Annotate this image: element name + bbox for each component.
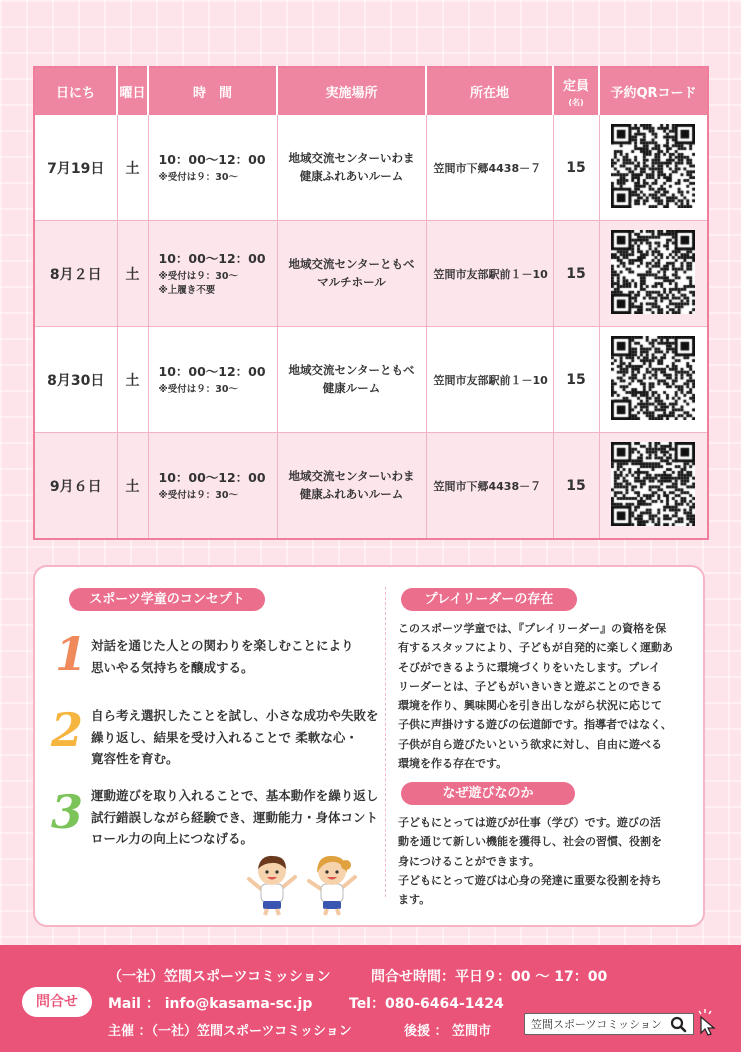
paragraph-line: ます。	[398, 893, 431, 906]
row-capacity: 15	[553, 221, 599, 327]
row-venue-line1: 地域交流センターともべ	[288, 256, 415, 271]
row-time: 10：00〜12：00	[158, 151, 266, 167]
header-address: 所在地	[426, 67, 553, 115]
boy-figure	[249, 856, 295, 915]
row-note: ※受付は９：30〜	[158, 270, 238, 282]
paragraph-line: 動を通じて新しい機能を獲得し、社会の習慣、役割を	[398, 835, 662, 849]
row-time-cell	[148, 221, 277, 327]
row-venue-line2: 健康ふれあいルーム	[299, 486, 404, 501]
row-venue	[277, 433, 426, 540]
schedule-table	[33, 66, 709, 540]
paragraph-line: 子どもにとって遊びは心身の発達に重要な役割を持ち	[398, 873, 662, 887]
row-dow: 土	[117, 433, 148, 540]
header-capacity	[553, 67, 599, 115]
contact-badge: 問合せ	[22, 987, 92, 1017]
concept-line: ロール力の向上につなげる。	[91, 831, 254, 846]
cursor-click-icon	[695, 1007, 719, 1037]
header-qr: 予約QRコード	[599, 67, 708, 115]
row-venue-line2: マルチホール	[317, 274, 386, 289]
concept-item-2	[91, 705, 391, 770]
search-input[interactable]: 笠間スポーツコミッション	[524, 1013, 692, 1035]
play-leader-text	[398, 619, 693, 773]
footer-hours: 問合せ時間：平日９：00 〜 17：00	[371, 969, 608, 985]
row-qr-cell	[599, 433, 708, 540]
table-row	[34, 327, 708, 433]
children-illustration	[243, 851, 363, 917]
concept-line: 寛容性を育む。	[91, 751, 179, 766]
row-note: ※上履き不要	[158, 285, 216, 296]
paragraph-line: 子どもにとっては遊びが仕事（学び）です。遊びの活	[398, 816, 661, 829]
row-address: 笠間市友部駅前１－10	[426, 221, 553, 327]
paragraph-line: 有するスタッフにより、子どもが自発的に楽しく運動あ	[398, 641, 673, 655]
qr-code[interactable]	[611, 442, 695, 526]
header-capacity-label: 定員	[562, 79, 589, 94]
row-venue-line1: 地域交流センターいわま	[288, 468, 415, 483]
qr-code[interactable]	[611, 336, 695, 420]
row-dow: 土	[117, 327, 148, 433]
header-date: 日にち	[34, 67, 117, 115]
row-time-cell	[148, 433, 277, 540]
concept-line: 繰り返し、結果を受け入れることで 柔軟な心・	[91, 729, 358, 745]
row-time-cell	[148, 115, 277, 221]
concept-title: スポーツ学童のコンセプト	[69, 588, 265, 611]
row-address: 笠間市下郷4438－７	[426, 433, 553, 540]
row-time-cell	[148, 327, 277, 433]
row-time: 10：00〜12：00	[158, 469, 266, 485]
search-button[interactable]	[668, 1013, 694, 1035]
row-venue-line2: 健康ふれあいルーム	[299, 168, 404, 183]
row-capacity: 15	[553, 327, 599, 433]
concept-number-3: 3	[51, 785, 84, 839]
paragraph-line: リーダーとは、子どもがいきいきと遊ぶことのできる	[398, 679, 662, 693]
row-address: 笠間市下郷4438－７	[426, 115, 553, 221]
concept-line: 運動遊びを取り入れることで、基本動作を繰り返し	[91, 788, 379, 803]
header-capacity-unit: (名)	[568, 98, 584, 107]
search-icon	[668, 1014, 692, 1034]
concept-number-2: 2	[51, 703, 84, 757]
row-date: 8月２日	[34, 221, 117, 327]
paragraph-line: 子供が自ら遊びたいという欲求に対し、自由に遊べる	[398, 737, 662, 751]
paragraph-line: このスポーツ学童では、『プレイリーダー』の資格を保	[398, 622, 667, 635]
table-row	[34, 221, 708, 327]
row-capacity: 15	[553, 433, 599, 540]
table-row	[34, 433, 708, 540]
header-time: 時 間	[148, 67, 277, 115]
header-dow: 曜日	[117, 67, 148, 115]
row-time: 10：00〜12：00	[158, 363, 266, 379]
concept-line: 思いやる気持ちを醸成する。	[91, 659, 254, 675]
row-venue	[277, 327, 426, 433]
paragraph-line: そびができるように環境づくりをいたします。プレイ	[398, 660, 661, 674]
row-note: ※受付は９：30〜	[158, 171, 238, 183]
header-venue: 実施場所	[277, 67, 426, 115]
row-venue	[277, 115, 426, 221]
row-note: ※受付は９：30〜	[158, 383, 238, 395]
concept-line: 試行錯誤しながら経験でき、運動能力・身体コント	[91, 809, 379, 825]
footer-tel[interactable]: Tel：080-6464-1424	[349, 996, 504, 1012]
concept-item-1	[91, 635, 391, 678]
qr-code[interactable]	[611, 124, 695, 208]
footer-host: 主催 ：（一社）笠間スポーツコミッション	[108, 1024, 352, 1039]
why-play-text	[398, 813, 693, 909]
row-address: 笠間市友部駅前１－10	[426, 327, 553, 433]
row-date: 9月６日	[34, 433, 117, 540]
girl-figure	[309, 856, 355, 915]
row-capacity: 15	[553, 115, 599, 221]
row-dow: 土	[117, 115, 148, 221]
row-time: 10：00〜12：00	[158, 250, 266, 266]
concept-line: 対話を通じた人との関わりを楽しむことにより	[91, 638, 354, 653]
footer-support: 後援 ： 笠間市	[404, 1024, 492, 1039]
row-venue-line1: 地域交流センターいわま	[288, 150, 415, 165]
row-qr-cell	[599, 221, 708, 327]
row-note: ※受付は９：30〜	[158, 489, 238, 501]
paragraph-line: 子供に声掛けする遊びの伝道師です。指導者ではなく、	[398, 718, 672, 732]
concept-item-3	[91, 785, 391, 850]
concept-number-1: 1	[55, 627, 88, 681]
row-qr-cell	[599, 327, 708, 433]
row-venue	[277, 221, 426, 327]
row-date: 8月30日	[34, 327, 117, 433]
row-date: 7月19日	[34, 115, 117, 221]
footer-mail[interactable]: Mail ： info@kasama-sc.jp	[108, 996, 313, 1012]
table-header-row	[34, 67, 708, 115]
row-dow: 土	[117, 221, 148, 327]
table-row	[34, 115, 708, 221]
paragraph-line: 身につけることができます。	[398, 854, 540, 868]
info-card	[33, 565, 705, 927]
paragraph-line: 環境を作る存在です。	[398, 756, 508, 770]
paragraph-line: 環境を作り、興味関心を引き出しながら状況に応じて	[398, 699, 662, 712]
footer	[0, 945, 741, 1052]
footer-org: （一社）笠間スポーツコミッション	[108, 969, 331, 985]
row-qr-cell	[599, 115, 708, 221]
qr-code[interactable]	[611, 230, 695, 314]
why-play-title: なぜ遊びなのか	[401, 782, 575, 805]
concept-line: 自ら考え選択したことを試し、小さな成功や失敗を	[91, 708, 379, 723]
row-venue-line1: 地域交流センターともべ	[288, 362, 415, 377]
row-venue-line2: 健康ルーム	[322, 380, 381, 395]
play-leader-title: プレイリーダーの存在	[401, 588, 577, 611]
